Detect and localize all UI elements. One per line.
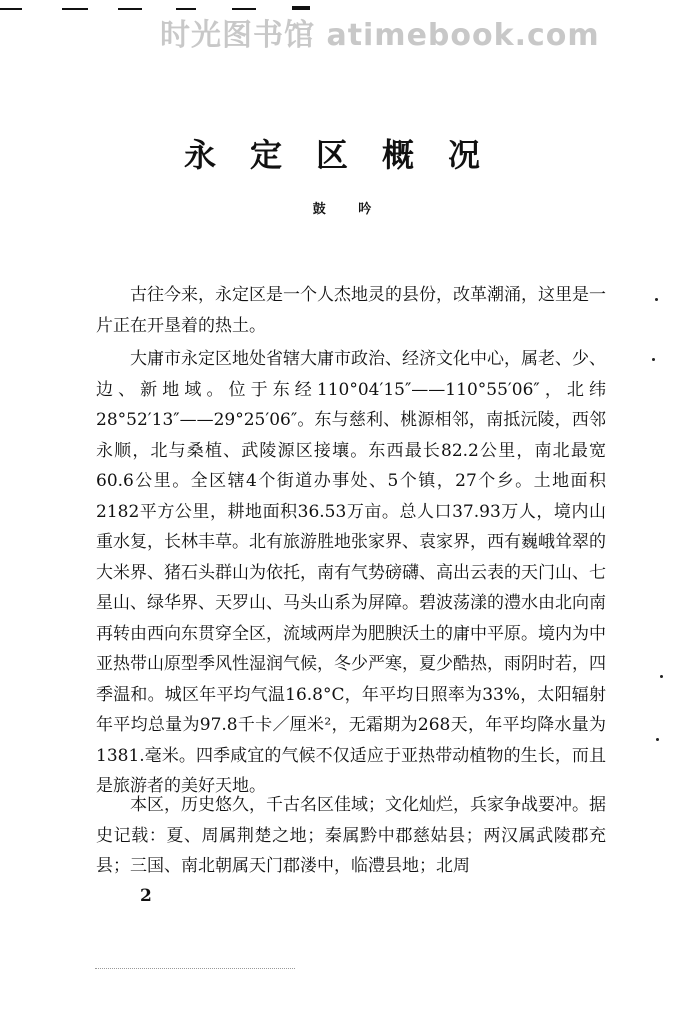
scan-speck — [652, 358, 655, 361]
scan-speck — [656, 738, 659, 741]
scan-speck — [655, 298, 658, 301]
body-text-3 — [96, 790, 606, 882]
scan-dots — [95, 968, 295, 969]
top-rule-3 — [118, 8, 142, 10]
page-title: 永定区概况 — [183, 136, 514, 174]
body-text-2 — [96, 344, 606, 802]
top-rule-1 — [0, 8, 22, 10]
watermark: 时光图书馆 atimebook.com — [160, 18, 600, 53]
paragraph-3: 本区，历史悠久，千古名区佳域；文化灿烂，兵家争战要冲。据史记载：夏、周属荆楚之地；秦属黔中郡慈姑县；两汉属武陵郡充县；三国、南北朝属天门郡溇中，临澧县地；北周 — [96, 795, 606, 876]
top-rule-2 — [62, 8, 88, 10]
paragraph-2: 大庸市永定区地处省辖大庸市政治、经济文化中心，属老、少、边、新地域。位于东经110°04′15″——110°55′06″，北纬28°52′13″——29°25′06″。东与慈利、桃源相邻，南抵沅陵，西邻永顺，北与桑植、武陵源区接壤。东西最长82.2公里，南北最宽60.6公里。全区辖4个街道办事处、5个镇，27个乡。土地面积2182平方公里，耕地面积36.53万亩。总人口37.93万人，境内山重水复，长林丰草。北有旅游胜地张家界、袁家界，西有巍峨耸翠的大米界、猪石头群山为依托，南有气势磅礴、高出云表的天门山、七星山、绿华界、天罗山、马头山系为屏障。碧波荡漾的澧水由北向南再转由西向东贯穿全区，流域两岸为肥腴沃土的庸中平原。境内为中亚热带山原型季风性湿润气候，冬少严寒，夏少酷热，雨阴时若，四季温和。城区年平均气温16.8°C，年平均日照率为33%，太阳辐射年平均总量为97.8千卡／厘米²，无霜期为268天，年平均降水量为1381.毫米。四季咸宜的气候不仅适应于亚热带动植物的生长，而且是旅游者的美好天地。 — [96, 349, 606, 796]
page-number: 2 — [140, 886, 152, 906]
paragraph-1: 古往今来，永定区是一个人杰地灵的县份，改革潮涌，这里是一片正在开垦着的热土。 — [96, 285, 606, 336]
body-text — [96, 280, 606, 341]
scan-speck — [660, 675, 663, 678]
author-name: 鼓 吟 — [312, 202, 386, 217]
